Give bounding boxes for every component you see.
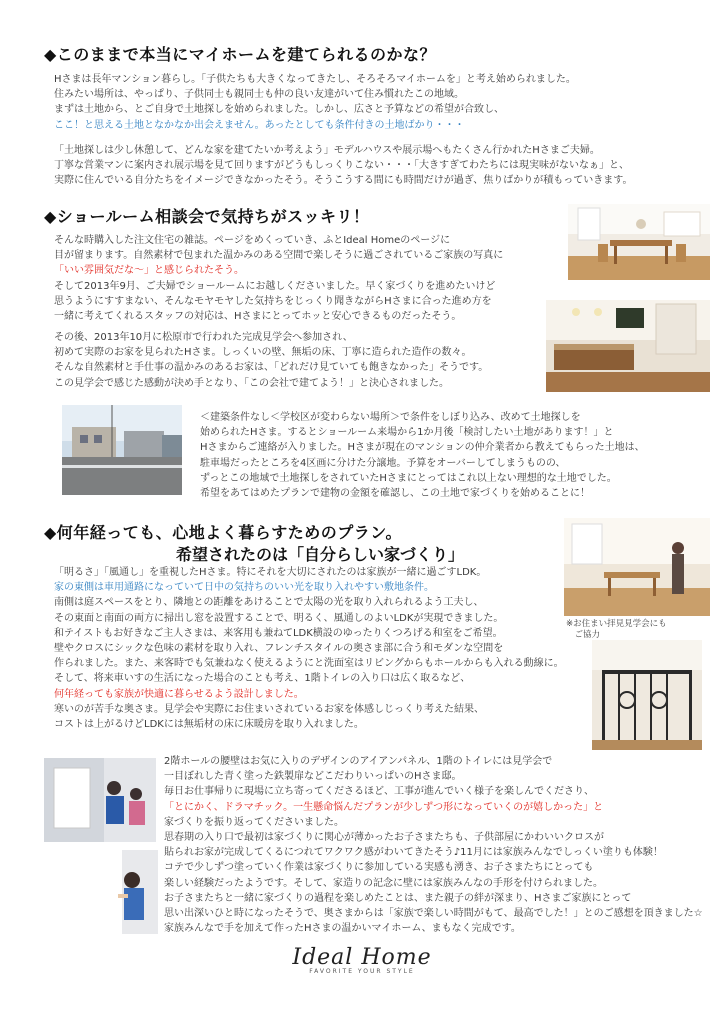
ideal-home-logo bbox=[0, 945, 724, 975]
section2-paragraph-3 bbox=[200, 410, 645, 501]
text-line: そんな時購入した注文住宅の雑誌。ページをめくっていき、ふとIdeal Homeのページに bbox=[54, 235, 451, 246]
text-line: 駐車場だったところを4区画に分けた分譲地。予算をオーバーしてしまうものの、 bbox=[200, 457, 566, 469]
section3-title: ◆何年経っても、心地よく暮らすためのプラン。 bbox=[44, 523, 403, 542]
text-line: コテで少しずつ塗っていく作業は家づくりに参加している実感も湧き、お子さまたちにとっても bbox=[164, 862, 594, 874]
photo-caption bbox=[566, 619, 667, 641]
text-line: 家族みんなで手を加えて作ったHさまの温かいマイホーム、まもなく完成です。 bbox=[164, 923, 521, 935]
section1-paragraph-1 bbox=[54, 72, 576, 133]
text-line: 思春期の入り口で最初は家づくりに関心が薄かったお子さまたちも、子供部屋にかわいいクロスが bbox=[164, 831, 604, 843]
text-line: 初めて実際のお家を見られたHさま。しっくいの壁、無垢の床、丁寧に造られた造作の数々。 bbox=[54, 347, 472, 359]
logo-tagline: FAVORITE YOUR STYLE bbox=[309, 968, 415, 975]
text-line: 毎日お仕事帰りに現場に立ち寄ってくださるほど、工事が進んでいく様子を楽しんでくださり、 bbox=[164, 786, 594, 798]
text-line: 家づくりを振り返ってくださいました。 bbox=[164, 816, 344, 828]
section1-paragraph-2 bbox=[54, 143, 633, 189]
caption-line: ※お住まい拝見見学会にも bbox=[566, 619, 667, 629]
text-line: 「土地探しは少し休憩して、どんな家を建てたいか考えよう」モデルハウスや展示場へもたくさん行かれたHさまご夫婦。 bbox=[54, 145, 600, 156]
showroom-dining-photo bbox=[568, 204, 710, 280]
child-plastering-photo bbox=[98, 850, 158, 934]
section2-title: ◆ショールーム相談会で気持ちがスッキリ！ bbox=[44, 207, 370, 226]
text-line: Hさまは長年マンション暮らし。「子供たちも大きくなってきたし、そろそろマイホームを」と考え始められました。 bbox=[54, 74, 576, 85]
text-line: 住みたい場所は、やっぱり、子供同士も親同士も仲の良い友達がいて住み慣れたこの地域。 bbox=[54, 89, 464, 101]
text-line: 楽しい経験だったようです。そして、家造りの記念に壁には家族みんなの手形を付けられました。 bbox=[164, 877, 603, 889]
text-line: お子さまたちと一緒に家づくりの過程を楽しめたことは、また親子の絆が深まり、Hさまご家族にとって bbox=[164, 892, 632, 904]
text-line: ここ！と思える土地となかなか出会えません。あったとしても条件付きの土地ばかり・・・ bbox=[54, 119, 465, 131]
land-site-photo bbox=[62, 405, 182, 495]
text-line: 「いい雰囲気だな〜」と感じられたそう。 bbox=[54, 265, 244, 277]
logo-text: Ideal Home bbox=[292, 945, 432, 970]
text-line: ずっとこの地域で土地探しをされていたHさまにとってはこれ以上ない理想的な土地でした。 bbox=[200, 472, 617, 484]
section3-subtitle: 希望されたのは「自分らしい家づくり」 bbox=[176, 545, 465, 564]
section3-paragraph-1 bbox=[54, 565, 564, 732]
text-line: 南側は庭スペースをとり、隣地との距離をあけることで太陽の光を取り入れられるよう工夫し、 bbox=[54, 597, 484, 609]
text-line: 寒いのが苦手な奥さま。見学会や実際にお住まいされているお家を体感しじっくり考えた結果、 bbox=[54, 703, 484, 715]
text-line: 家の東側は車用通路になっていて日中の気持ちのいい光を取り入れやすい敷地条件。 bbox=[54, 582, 434, 594]
text-line: 希望をあてはめたプランで建物の金額を確認し、この土地で家づくりを始めることに！ bbox=[200, 487, 590, 499]
living-room-photo bbox=[564, 518, 710, 616]
section3-paragraph-2 bbox=[164, 754, 703, 936]
text-line: 思い出深いひと時になったそうで、奥さまからは「家族で楽しい時間がもて、最高でした！」とのご感想を頂きました☆ bbox=[164, 907, 703, 919]
text-line: そんな自然素材と手仕事の温かみのあるお家は、「どれだけ見ていても飽きなかった」そうです。 bbox=[54, 362, 489, 374]
text-line: この見学会で感じた感動が決め手となり、「この会社で建てよう！」と決心されました。 bbox=[54, 377, 449, 389]
text-line: 思うようにすすまない、そんなモヤモヤした気持ちをじっくり聞きながらHさまに合った進め方を bbox=[54, 295, 492, 307]
text-line: 「明るさ」「風通し」を重視したHさま。特にそれを大切にされたのは家族が一緒に過ごすLDK。 bbox=[54, 567, 487, 578]
text-line: まずは土地から、とご自身で土地探しを始められました。しかし、広さと予算などの希望が合致し、 bbox=[54, 104, 504, 116]
text-line: そして、将来車いすの生活になった場合のことも考え、1階トイレの入り口は広く取るなど、 bbox=[54, 673, 471, 685]
text-line: Hさまからご連絡が入りました。Hさまが現在のマンションの仲介業者から教えてもらった土地は、 bbox=[200, 442, 645, 454]
section2-paragraph-2 bbox=[54, 330, 488, 391]
text-line: 丁寧な営業マンに案内され展示場を見て回りますがどうもしっくりこない・・・「大きすぎてわたちには現実味がないなぁ」と、 bbox=[54, 160, 629, 172]
text-line: 実際に住んでいる自分たちをイメージできなかったそう。そうこうする間にも時間だけが過ぎ、焦りばかりが積もっていきます。 bbox=[54, 175, 633, 187]
text-line: 一目ぼれした青く塗った鉄製扉などこだわりいっぱいのHさま邸。 bbox=[164, 771, 462, 783]
iron-panel-photo bbox=[592, 640, 702, 750]
text-line: 目が留まります。自然素材で包まれた温かみのある空間で楽しそうに過ごされているご家族の写真に bbox=[54, 250, 504, 262]
text-line: 「とにかく、ドラマチック。一生懸命悩んだプランが少しずつ形になっていくのが嬉しかった」と bbox=[164, 801, 604, 813]
family-plastering-photo bbox=[44, 758, 156, 842]
text-line: 2階ホールの腰壁はお気に入りのデザインのアイアンパネル、1階のトイレには見学会で bbox=[164, 756, 553, 767]
caption-line: ご協力 bbox=[566, 630, 601, 640]
text-line: ＜建築条件なし＜学校区が変わらない場所＞で条件をしぼり込み、改めて土地探しを bbox=[200, 412, 581, 423]
open-kitchen-photo bbox=[546, 300, 710, 392]
text-line: その東面と南面の両方に掃出し窓を設置することで、明るく、風通しのよいLDKが実現できました。 bbox=[54, 612, 504, 624]
text-line: その後、2013年10月に松原市で行われた完成見学会へ参加され、 bbox=[54, 332, 353, 343]
text-line: 壁やクロスにシックな色味の素材を取り入れ、フレンチスタイルの奥さま部に合う和モダンな空間を bbox=[54, 642, 504, 654]
text-line: 始められたHさま。するとショールーム来場から1か月後「検討したい土地があります！」と bbox=[200, 427, 614, 439]
text-line: 一緒に考えてくれるスタッフの対応は、Hさまにとってホッと安心できるものだったそう。 bbox=[54, 310, 462, 322]
text-line: 作られました。また、来客時でも気兼ねなく使えるようにと洗面室はリビングからもホールからも入れる動線に。 bbox=[54, 658, 564, 670]
text-line: 何年経っても家族が快適に暮らせるよう設計しました。 bbox=[54, 688, 304, 700]
text-line: コストは上がるけどLDKには無垢材の床に床暖房を取り入れました。 bbox=[54, 718, 364, 730]
section1-title: ◆このままで本当にマイホームを建てられるのかな？ bbox=[44, 45, 436, 64]
text-line: そして2013年9月、ご夫婦でショールームにお越しくださいました。早く家づくりを進めたいけど bbox=[54, 280, 496, 292]
text-line: 貼られお家が完成してくるにつれてワクワク感がわいてきたそう♪11月には家族みんなでしっくい塗りも体験！ bbox=[164, 847, 663, 859]
section2-paragraph-1 bbox=[54, 233, 503, 324]
text-line: 和テイストもお好きなご主人さまは、来客用も兼ねてLDK横設のゆったりくつろげる和室をご希望。 bbox=[54, 627, 503, 639]
